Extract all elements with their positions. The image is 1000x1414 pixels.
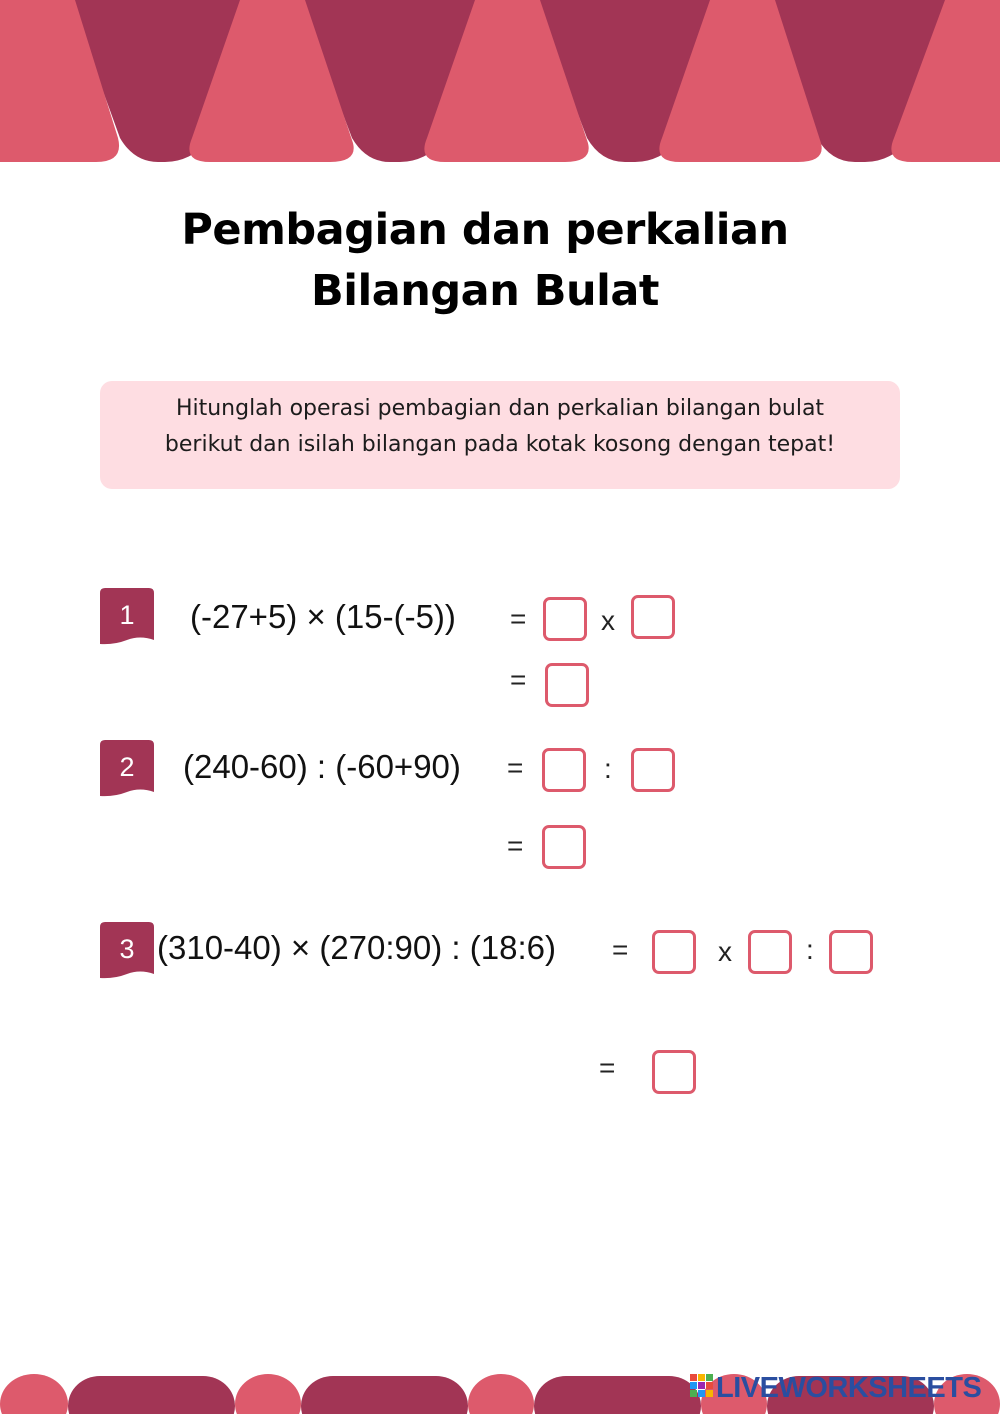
problem-1-expression: (-27+5) × (15-(-5)) — [190, 598, 456, 635]
problem-3-answer-box-1[interactable] — [652, 930, 696, 974]
problem-2-number-badge — [100, 740, 154, 797]
problem-1-number: 1 — [119, 600, 135, 630]
problem-2-equals-2: = — [507, 830, 524, 861]
liveworksheets-logo-icon — [690, 1374, 716, 1404]
problem-2-expression: (240-60) : (-60+90) — [183, 748, 461, 785]
problem-2-operator: : — [604, 753, 612, 784]
page-title-line-2: Bilangan Bulat — [311, 266, 659, 316]
top-border-decoration — [0, 0, 1000, 165]
problem-2-number: 2 — [119, 752, 135, 782]
instruction-line-2: berikut dan isilah bilangan pada kotak kosong dengan tepat! — [164, 432, 836, 457]
problem-1-answer-box-2[interactable] — [631, 595, 675, 639]
watermark-text: LIVEWORKSHEETS — [716, 1372, 982, 1404]
problem-3-equals-1: = — [612, 934, 629, 965]
problem-1-number-badge — [100, 588, 154, 645]
instruction-line-1: Hitunglah operasi pembagian dan perkalian bilangan bulat — [175, 396, 825, 421]
problem-2-answer-box-2[interactable] — [631, 748, 675, 792]
page-title-line-1: Pembagian dan perkalian — [181, 205, 789, 255]
problem-2-equals-1: = — [507, 752, 524, 783]
problem-2-answer-box-1[interactable] — [542, 748, 586, 792]
problem-3-expression: (310-40) × (270:90) : (18:6) — [157, 929, 556, 966]
problem-3-answer-box-4[interactable] — [652, 1050, 696, 1094]
problem-2-answer-box-3[interactable] — [542, 825, 586, 869]
problem-1-equals-2: = — [510, 664, 527, 695]
problem-3-equals-2: = — [599, 1052, 616, 1083]
problem-3-answer-box-2[interactable] — [748, 930, 792, 974]
instruction-box — [100, 381, 900, 489]
problem-3-operator-2: : — [806, 934, 814, 965]
problem-3-operator-1: x — [718, 936, 732, 967]
problem-1-operator: x — [601, 605, 615, 636]
problem-1-answer-box-3[interactable] — [545, 663, 589, 707]
problem-3-answer-box-3[interactable] — [829, 930, 873, 974]
problem-1-answer-box-1[interactable] — [543, 597, 587, 641]
problem-3-number-badge — [100, 922, 154, 979]
problem-3-number: 3 — [119, 934, 135, 964]
problem-1-equals-1: = — [510, 603, 527, 634]
